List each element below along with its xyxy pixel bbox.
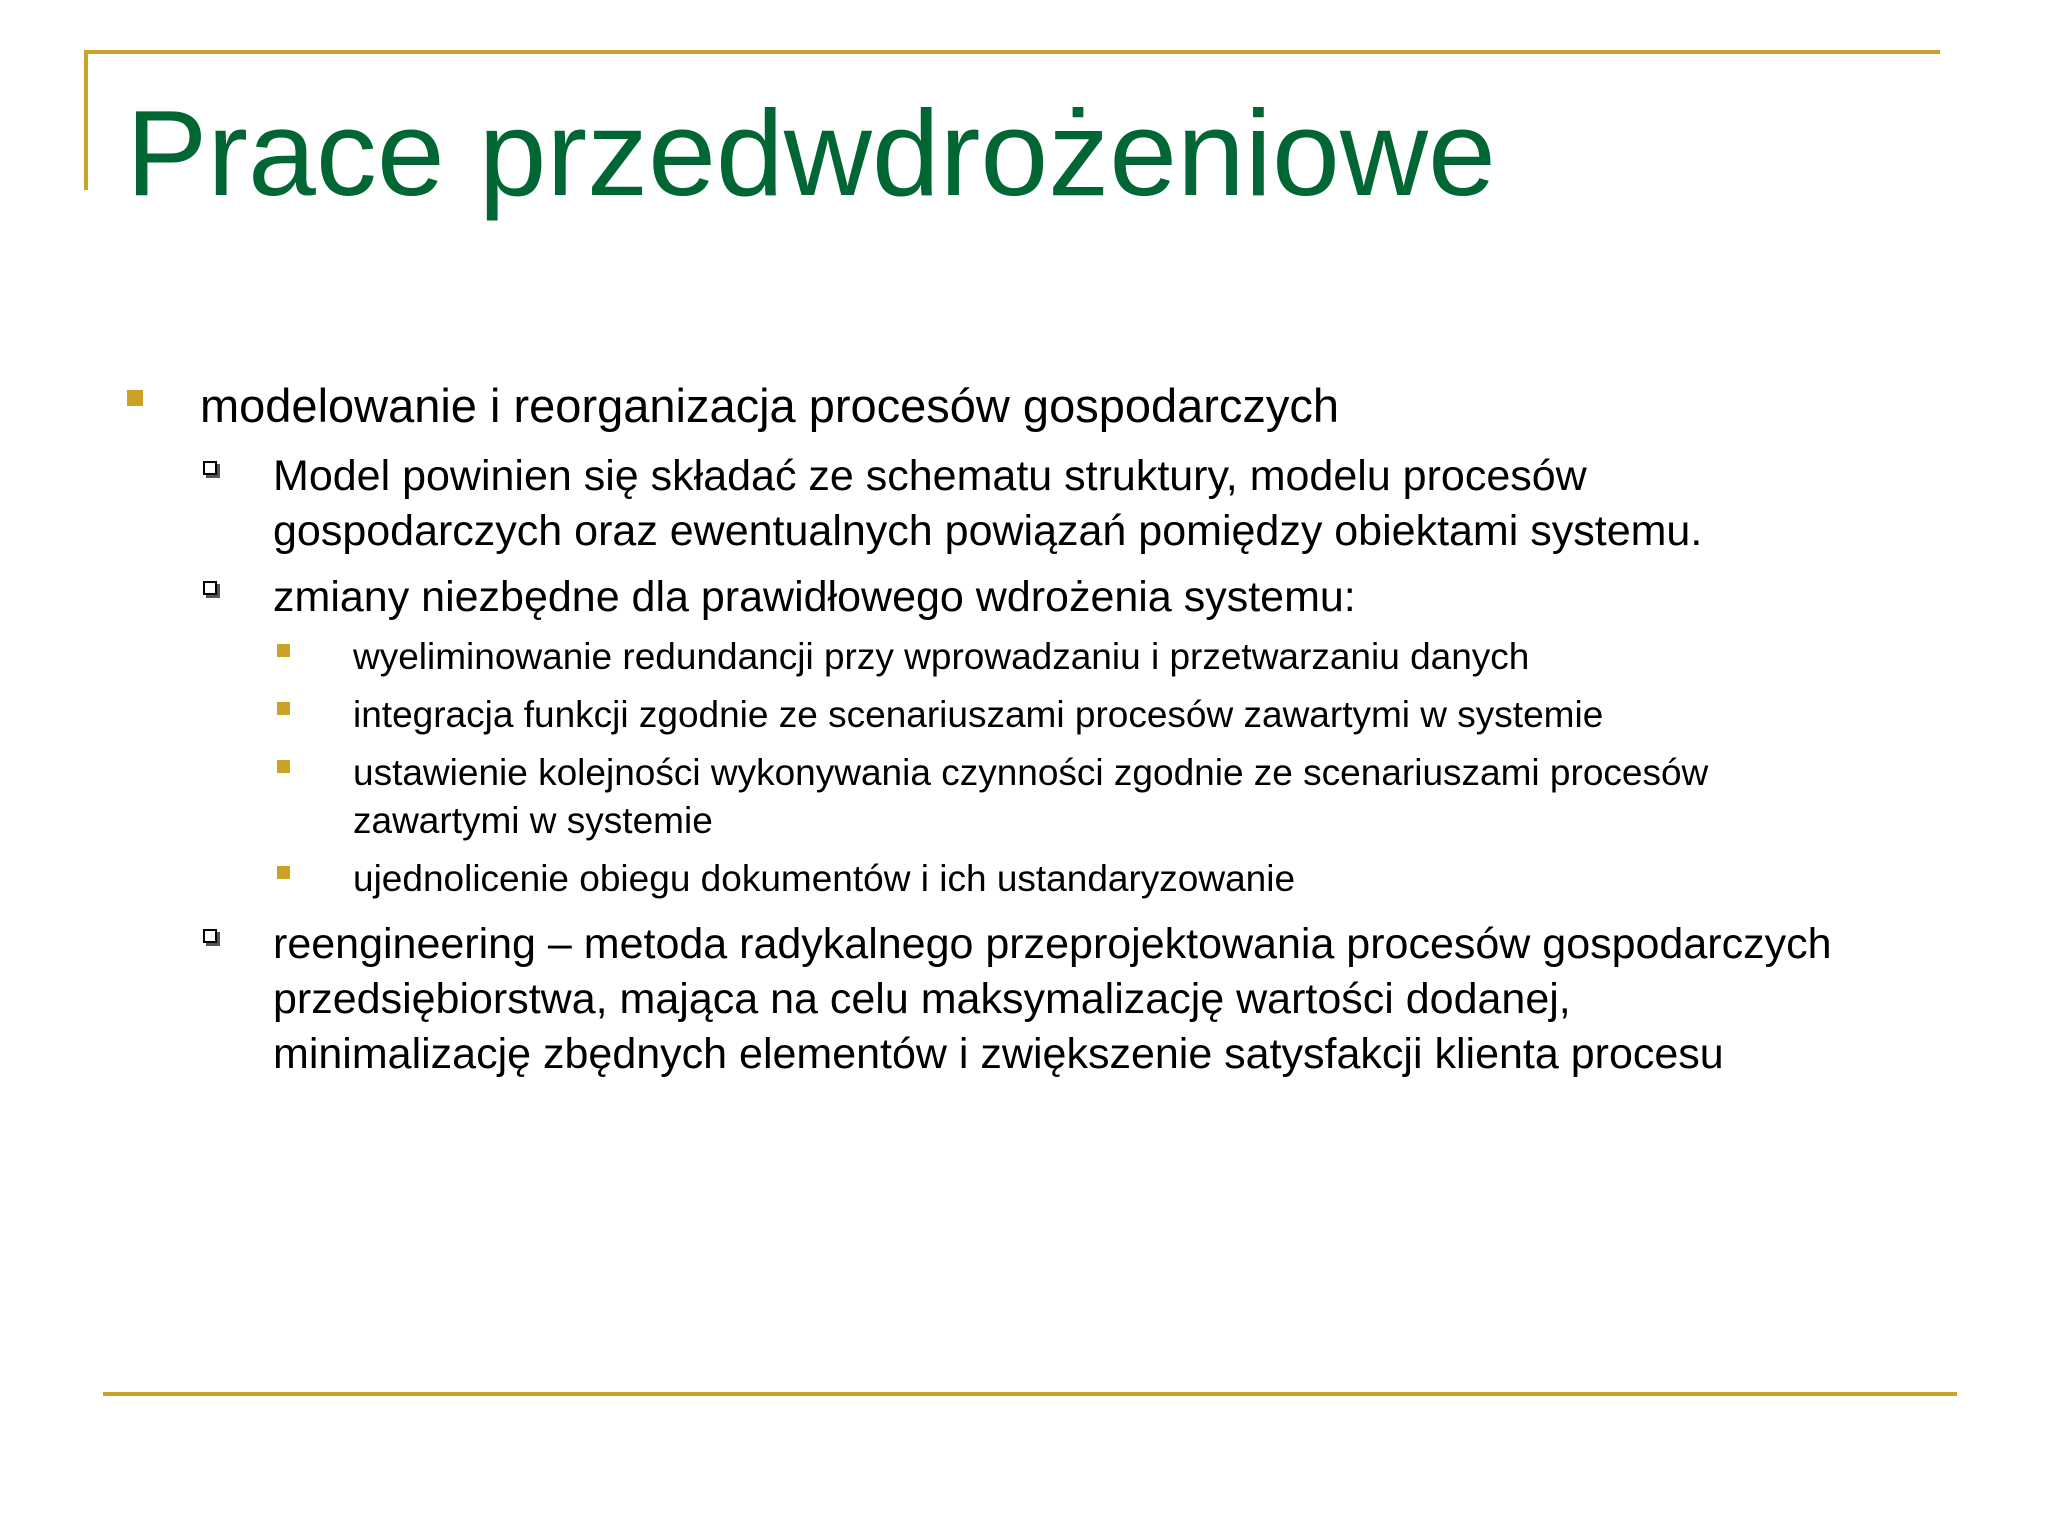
bullet-change-1: wyeliminowanie redundancji przy wprowadzaniu i przetwarzaniu danych <box>353 636 1530 677</box>
bullet-model-line2: gospodarczych oraz ewentualnych powiązań pomiędzy obiektami systemu. <box>273 507 1703 555</box>
bullet-square-icon <box>277 644 290 657</box>
bullet-main: modelowanie i reorganizacja procesów gospodarczych <box>200 379 1340 432</box>
bullet-square-icon <box>277 866 290 879</box>
bullet-change-4: ujednolicenie obiegu dokumentów i ich ustandaryzowanie <box>353 858 1296 899</box>
bullet-change-2: integracja funkcji zgodnie ze scenariuszami procesów zawartymi w systemie <box>353 694 1604 735</box>
bullet-model-line1: Model powinien się składać ze schematu struktury, modelu procesów <box>273 452 1587 500</box>
bullet-change-3-line1: ustawienie kolejności wykonywania czynności zgodnie ze scenariuszami procesów <box>353 752 1709 793</box>
bullet-hollow-square-icon <box>203 929 217 943</box>
bullet-hollow-square-icon <box>203 581 217 595</box>
slide-title: Prace przedwdrożeniowe <box>126 85 1496 221</box>
bullet-changes: zmiany niezbędne dla prawidłowego wdrożenia systemu: <box>273 573 1356 621</box>
bullet-hollow-square-icon <box>203 461 217 475</box>
bottom-border-line <box>103 1392 1957 1396</box>
bullet-reeng-line1: reengineering – metoda radykalnego przeprojektowania procesów gospodarczych <box>273 920 1832 968</box>
bullet-square-icon <box>277 760 290 773</box>
bullet-reeng-line3: minimalizację zbędnych elementów i zwiększenie satysfakcji klienta procesu <box>273 1030 1724 1078</box>
bullet-square-icon <box>277 702 290 715</box>
bullet-reeng-line2: przedsiębiorstwa, mająca na celu maksymalizację wartości dodanej, <box>273 975 1571 1023</box>
bullet-square-icon <box>127 390 143 406</box>
bullet-change-3-line2: zawartymi w systemie <box>353 800 713 841</box>
